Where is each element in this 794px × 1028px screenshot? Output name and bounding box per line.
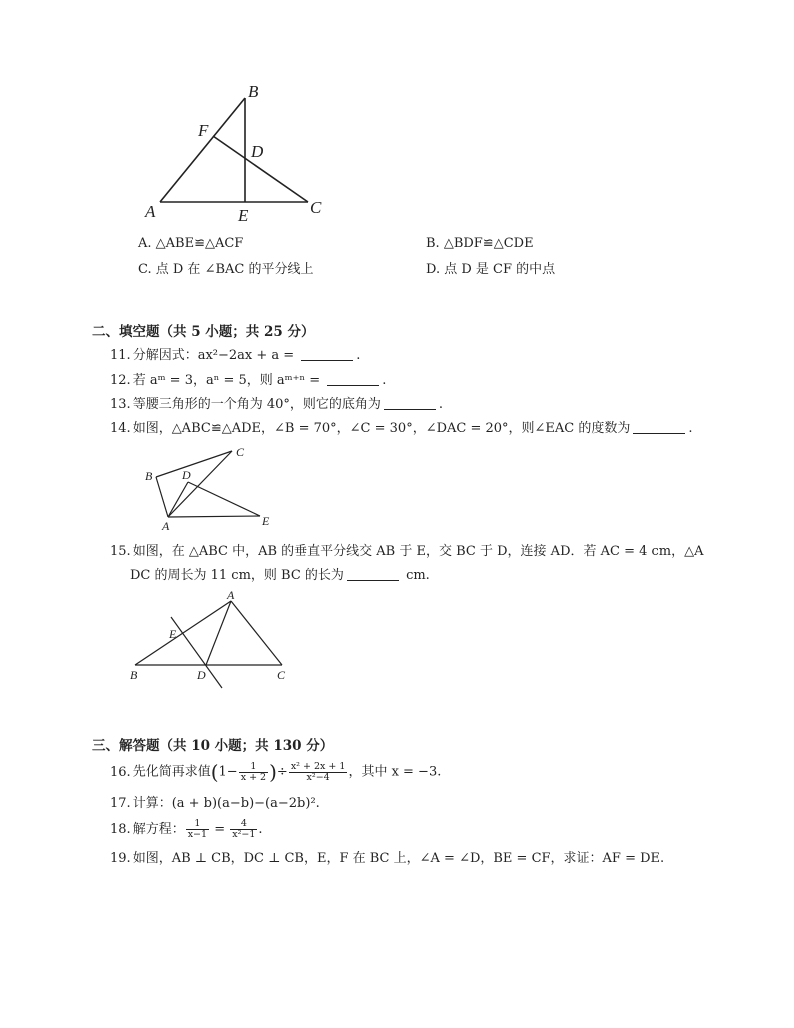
option-c: C. 点 D 在 ∠BAC 的平分线上 xyxy=(138,262,314,277)
question-text: 若 aᵐ = 3，aⁿ = 5，则 aᵐ⁺ⁿ = xyxy=(132,373,325,388)
question-14 xyxy=(110,420,693,438)
question-number: 15. xyxy=(110,544,131,559)
left-paren: ( xyxy=(210,760,219,784)
question-number: 17. xyxy=(110,796,131,811)
answer-blank[interactable] xyxy=(384,396,436,410)
segment-ad xyxy=(206,601,231,665)
section-3-heading: 三、解答题（共 10 小题；共 130 分） xyxy=(92,738,334,754)
option-d: D. 点 D 是 CF 的中点 xyxy=(426,262,556,277)
fraction-2 xyxy=(289,762,348,783)
question-16 xyxy=(110,760,441,785)
question-number: 14. xyxy=(110,421,131,436)
question-text: 计算：(a + b)(a−b)−(a−2b)². xyxy=(132,796,320,811)
denominator: x²−4 xyxy=(306,771,330,783)
label-c: C xyxy=(277,668,286,682)
question-15-line-2 xyxy=(130,567,430,585)
label-d: D xyxy=(197,668,206,682)
divide-sign: ÷ xyxy=(276,764,288,780)
question-end: . xyxy=(356,348,361,363)
section-2-heading: 二、填空题（共 5 小题；共 25 分） xyxy=(92,324,315,340)
question-end: . xyxy=(258,822,263,837)
figure-congruent-triangles xyxy=(140,440,290,535)
label-a: A xyxy=(145,202,156,221)
label-d: D xyxy=(182,468,191,482)
question-end: . xyxy=(382,373,387,388)
one-minus: 1− xyxy=(218,764,238,780)
question-text: 分解因式：ax²−2ax + a = xyxy=(132,348,299,363)
equals-sign: = xyxy=(210,822,230,837)
label-e: E xyxy=(169,627,177,641)
question-11 xyxy=(110,347,360,365)
numerator: x² + 2x + 1 xyxy=(290,760,346,772)
question-number: 19. xyxy=(110,851,131,866)
question-text: 如图，AB ⊥ CB，DC ⊥ CB，E，F 在 BC 上，∠A = ∠D，BE = CF，求证：AF = DE. xyxy=(132,851,665,866)
figure-perpendicular-bisector xyxy=(125,585,300,695)
label-b: B xyxy=(248,82,259,101)
question-number: 13. xyxy=(110,397,131,412)
denominator: x + 2 xyxy=(240,771,267,783)
answer-blank[interactable] xyxy=(347,567,399,581)
question-text: 先化简再求值 xyxy=(132,764,211,780)
label-a: A xyxy=(227,588,235,602)
question-end: . xyxy=(688,421,693,436)
answer-blank[interactable] xyxy=(633,420,685,434)
segment-de xyxy=(188,482,260,516)
question-text: 如图，△ABC≌△ADE，∠B = 70°，∠C = 30°，∠DAC = 20°，则∠EAC 的度数为 xyxy=(132,421,631,436)
question-17 xyxy=(110,795,320,813)
figure-triangle-abc xyxy=(140,78,340,228)
question-12 xyxy=(110,372,386,390)
segment-ac xyxy=(231,601,282,665)
label-e: E xyxy=(238,206,249,225)
option-b: B. △BDF≌△CDE xyxy=(426,236,534,251)
right-paren: ) xyxy=(269,760,277,784)
label-a: A xyxy=(162,519,170,533)
question-15-line-1 xyxy=(110,543,704,561)
segment-ae xyxy=(168,516,260,517)
answer-blank[interactable] xyxy=(327,372,379,386)
label-c: C xyxy=(236,445,245,459)
denominator: x²−1 xyxy=(232,829,256,840)
label-c: C xyxy=(310,198,322,217)
question-text: 等腰三角形的一个角为 40°，则它的底角为 xyxy=(132,397,381,412)
label-e: E xyxy=(262,514,270,528)
fraction-1 xyxy=(239,762,268,783)
question-unit: cm. xyxy=(401,568,430,583)
question-number: 12. xyxy=(110,373,131,388)
label-d: D xyxy=(251,142,264,161)
question-19 xyxy=(110,850,664,868)
question-number: 11. xyxy=(110,348,131,363)
question-18 xyxy=(110,818,263,842)
fraction-1 xyxy=(186,819,209,840)
label-b: B xyxy=(130,668,138,682)
question-13 xyxy=(110,396,443,414)
answer-blank[interactable] xyxy=(301,347,353,361)
numerator: 4 xyxy=(230,819,257,830)
numerator: 1 xyxy=(186,819,209,830)
question-condition: ，其中 x = −3. xyxy=(348,764,442,780)
segment-ab xyxy=(156,477,168,517)
denominator: x−1 xyxy=(187,829,208,840)
fraction-2 xyxy=(230,819,257,840)
question-end: . xyxy=(438,397,444,412)
segment-ac xyxy=(168,451,232,517)
question-number: 16. xyxy=(110,764,131,780)
question-text: 如图，在 △ABC 中，AB 的垂直平分线交 AB 于 E，交 BC 于 D，连接 AD．若 AC = 4 cm，△A xyxy=(132,544,704,559)
question-text: DC 的周长为 11 cm，则 BC 的长为 xyxy=(130,568,344,583)
numerator: 1 xyxy=(239,762,268,773)
segment-bc xyxy=(156,451,232,477)
label-f: F xyxy=(198,121,209,140)
option-a: A. △ABE≌△ACF xyxy=(138,236,244,251)
question-text: 解方程： xyxy=(132,822,185,837)
question-number: 18. xyxy=(110,822,131,837)
label-b: B xyxy=(145,469,153,483)
